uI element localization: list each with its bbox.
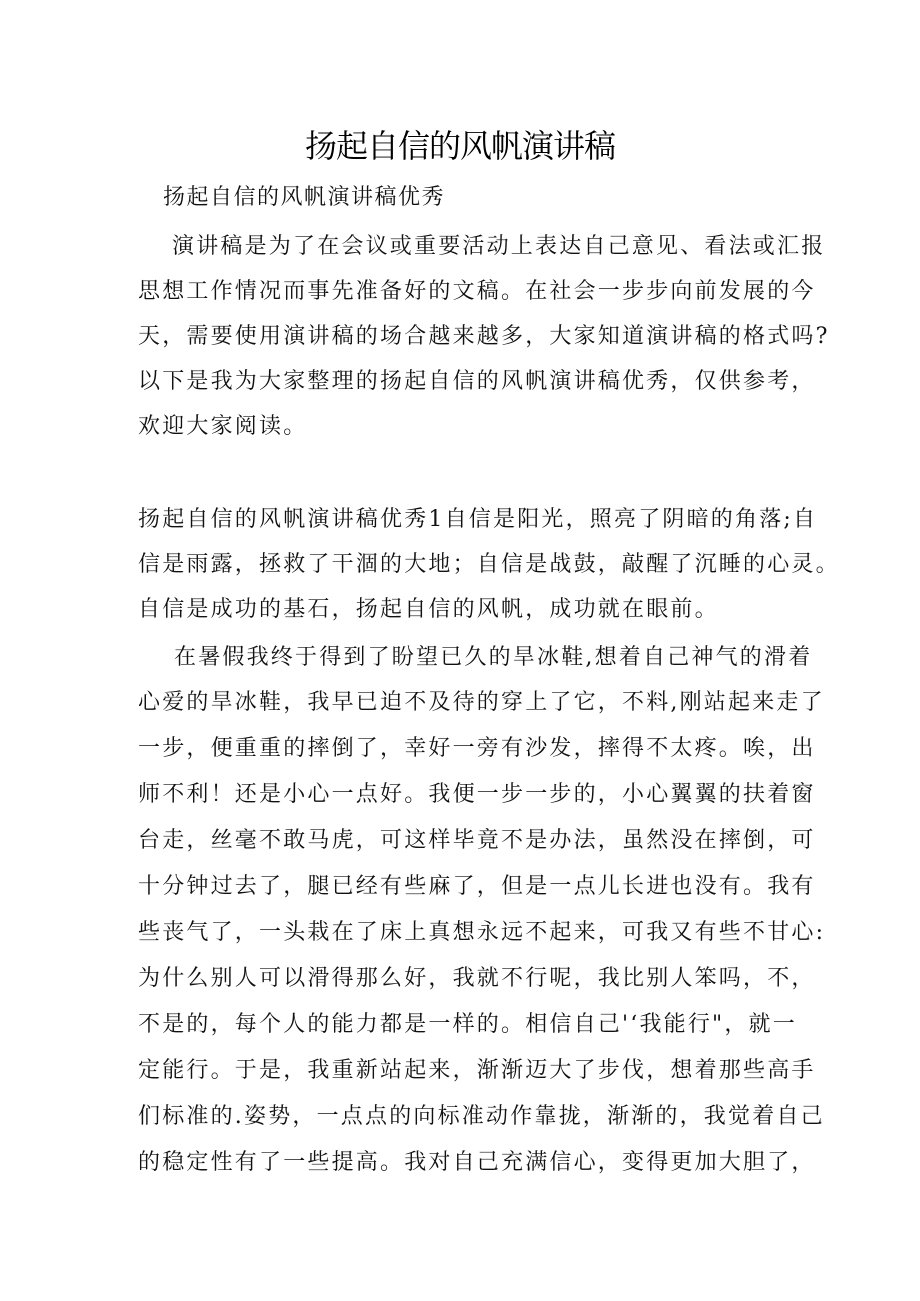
body-line: 台走，丝毫不敢马虎，可这样毕竟不是办法，虽然没在摔倒，可 [138, 828, 816, 853]
intro-line: 思想工作情况而事先准备好的文稿。在社会一步步向前发展的今 [138, 279, 816, 304]
section-line: 信是雨露，拯救了干涸的大地；自信是战鼓，敲醒了沉睡的心灵。 [138, 552, 840, 577]
body-line: 定能行。于是，我重新站起来，渐渐迈大了步伐，想着那些高手 [138, 1058, 816, 1083]
intro-line: 欢迎大家阅读。 [138, 414, 308, 439]
body-line: 一步，便重重的摔倒了，幸好一旁有沙发，摔得不太疼。唉，出 [138, 736, 816, 761]
body-line: 为什么别人可以滑得那么好，我就不行呢，我比别人笨吗，不， [138, 966, 816, 991]
section-line: 扬起自信的风帆演讲稿优秀1自信是阳光，照亮了阴暗的角落;自 [138, 507, 818, 532]
body-line: 心爱的旱冰鞋，我早已迫不及待的穿上了它，不料,刚站起来走了 [138, 690, 825, 715]
body-line: 的稳定性有了一些提高。我对自己充满信心，变得更加大胆了， [138, 1150, 816, 1175]
intro-line: 演讲稿是为了在会议或重要活动上表达自己意见、看法或汇报 [172, 234, 826, 259]
body-line: 不是的，每个人的能力都是一样的。相信自己'‘我能行"，就一 [138, 1012, 797, 1037]
intro-line: 天，需要使用演讲稿的场合越来越多，大家知道演讲稿的格式吗? [138, 324, 830, 349]
body-line: 们标准的.姿势，一点点的向标准动作靠拢，渐渐的，我觉着自己 [138, 1104, 825, 1129]
section-line: 自信是成功的基石，扬起自信的风帆，成功就在眼前。 [138, 597, 719, 622]
body-line: 在暑假我终于得到了盼望已久的旱冰鞋,想着自己神气的滑着 [174, 645, 813, 670]
body-line: 十分钟过去了，腿已经有些麻了，但是一点儿长进也没有。我有 [138, 874, 816, 899]
body-line: 些丧气了，一头栽在了床上真想永远不起来，可我又有些不甘心: [138, 920, 826, 945]
document-title: 扬起自信的风帆演讲稿 [304, 127, 615, 165]
document-subtitle: 扬起自信的风帆演讲稿优秀 [163, 185, 446, 210]
body-line: 师不利！还是小心一点好。我便一步一步的，小心翼翼的扶着窗 [138, 782, 816, 807]
intro-line: 以下是我为大家整理的扬起自信的风帆演讲稿优秀，仅供参考， [138, 369, 816, 394]
